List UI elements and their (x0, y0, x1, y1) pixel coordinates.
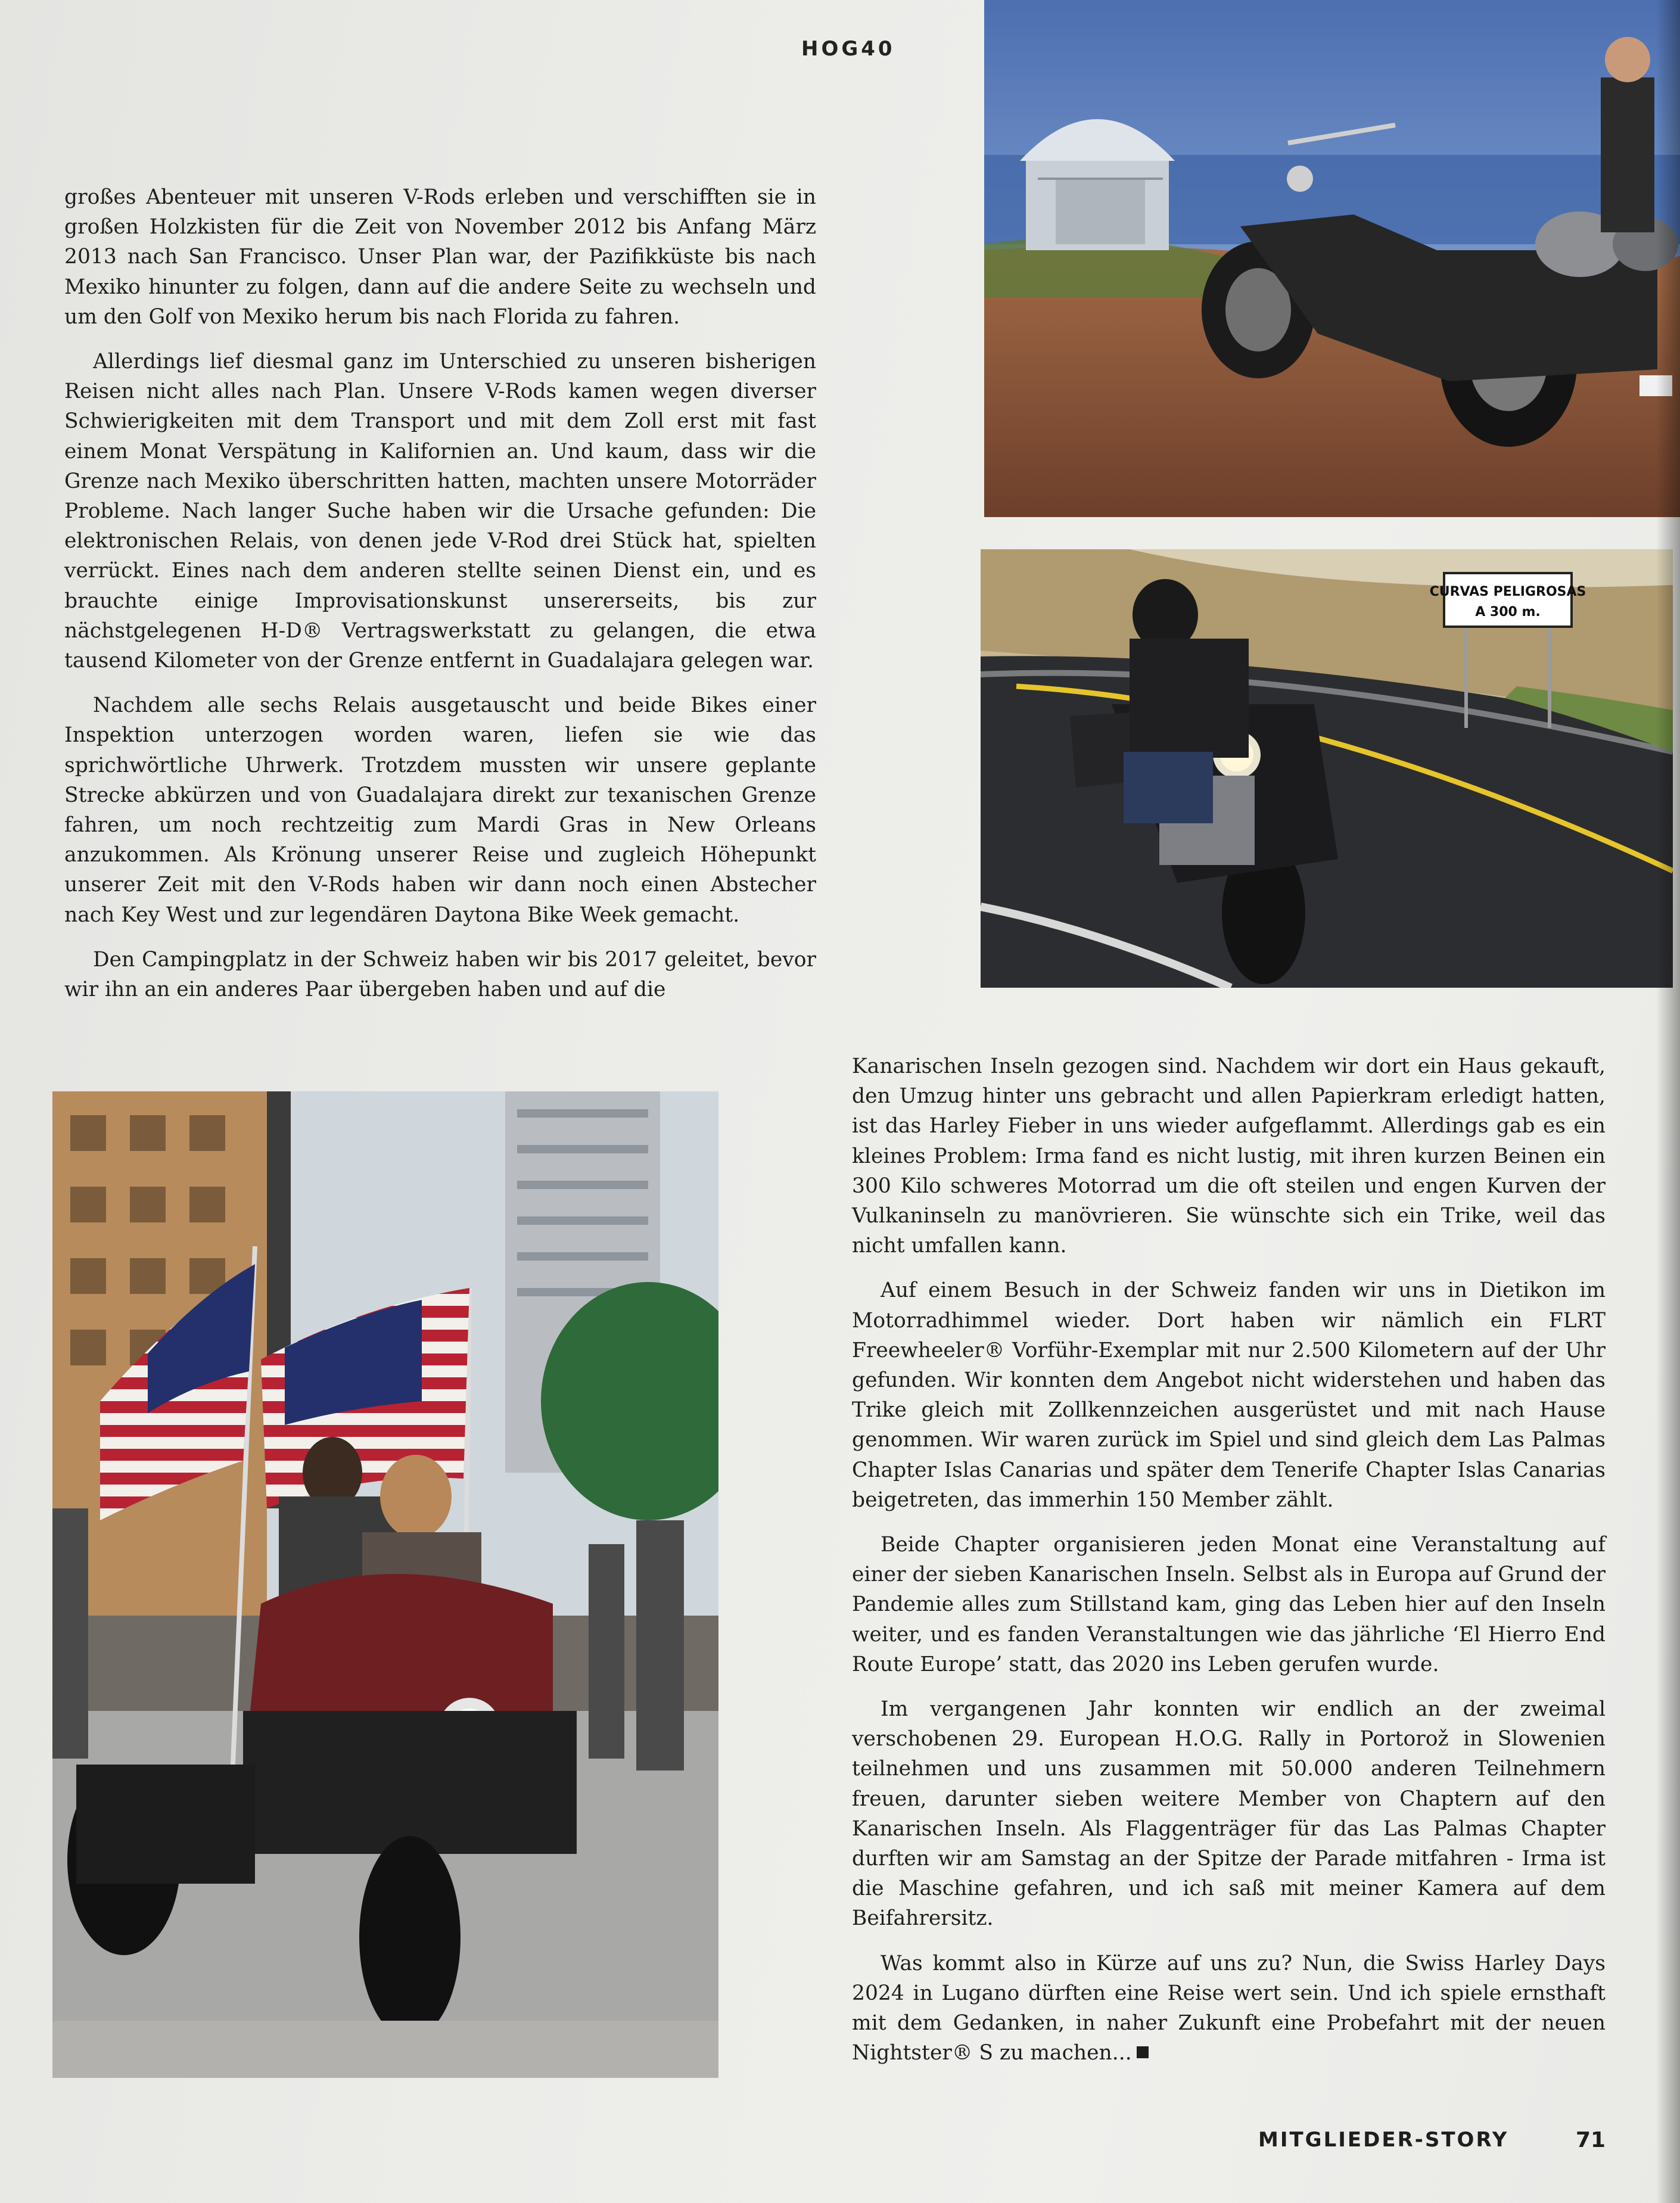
paragraph: Kanarischen Inseln gezogen sind. Nachdem wir dort ein Haus gekauft, den Umzug hinter uns gebracht und allen Papierkram erledigt hatten, ist das Harley Fieber in uns wieder aufgeflammt. Allerdings gab es ein kleines Problem: Irma fand es nicht lustig, mit ihren kurzen Beinen ein 300 Kilo schweres Motorrad um die oft steilen und engen Kurven der Vulkaninseln zu manövrieren. Sie wünschte sich ein Trike, weil das nicht umfallen kann. (852, 1054, 1606, 1258)
paragraph: Auf einem Besuch in der Schweiz fanden wir uns in Dietikon im Motorradhimmel wieder. Dort haben wir nämlich ein FLRT Freewheeler® Vorführ-Exemplar mit nur 2.500 Kilometern auf der Uhr gefunden. Wir konnten dem Angebot nicht widerstehen und haben das Trike gleich mit Zollkennzeichen ausgerüstet und mit nach Hause genommen. Wir waren zurück im Spiel und sind gleich dem Las Palmas Chapter Islas Canarias und später dem Tenerife Chapter Islas Canarias beigetreten, das immerhin 150 Member zählt. (852, 1278, 1606, 1512)
section-tag: HOG40 (801, 37, 895, 61)
photo-trike-observatory-image (984, 0, 1680, 517)
text-column-left (64, 182, 816, 1019)
paragraph: Nachdem alle sechs Relais ausgetauscht und beide Bikes einer Inspektion unterzogen worden waren, liefen sie wie das sprichwörtliche Uhrwerk. Trotzdem mussten wir unsere geplante Strecke abkürzen und von Guadalajara direkt zur texanischen Grenze fahren, um noch rechtzeitig zum Mardi Gras in New Orleans anzukommen. Als Krönung unserer Reise und zugleich Höhepunkt unserer Zeit mit den V-Rods haben wir dann noch einen Abstecher nach Key West und zur legendären Daytona Bike Week gemacht. (64, 693, 816, 927)
page-number: 71 (1576, 2128, 1606, 2152)
paragraph-final (852, 1949, 1606, 2068)
paragraph: Den Campingplatz in der Schweiz haben wir bis 2017 geleitet, bevor wir ihn an ein anderes Paar übergeben haben und auf die (64, 947, 816, 1002)
photo-parade-trike-image (52, 1091, 718, 2078)
paragraph: Im vergangenen Jahr konnten wir endlich an der zweimal verschobenen 29. European H.O.G. Rally in Portorož in Slowenien teilnehmen und uns zusammen mit 50.000 anderen Teilnehmern freuen, darunter sieben weitere Member von Chaptern auf den Kanarischen Inseln. Als Flaggenträger für das Las Palmas Chapter durften wir am Samstag an der Spitze der Parade mitfahren - Irma ist die Maschine gefahren, und ich saß mit meiner Kamera auf dem Beifahrersitz. (852, 1697, 1606, 1931)
road-sign-line2: A 300 m. (1475, 605, 1541, 620)
end-mark-icon (1137, 2046, 1149, 2058)
page-edge-shadow (1656, 0, 1680, 2203)
paragraph: Beide Chapter organisieren jeden Monat eine Veranstaltung auf einer der sieben Kanarischen Inseln. Selbst als in Europa auf Grund der Pandemie alles zum Stillstand kam, ging das Leben hier auf den Inseln weiter, und es fanden Veranstaltungen wie das jährliche ‘El Hierro End Route Europe’ statt, das 2020 ins Leben gerufen wurde. (852, 1533, 1606, 1676)
photo-rider-road-image (981, 549, 1673, 988)
photo-trike-observatory (984, 0, 1680, 517)
paragraph-final-text: Was kommt also in Kürze auf uns zu? Nun, die Swiss Harley Days 2024 in Lugano dürften eine Reise wert sein. Und ich spiele ernsthaft mit dem Gedanken, in naher Zukunft eine Probefahrt mit der neuen Nightster® S zu machen... (852, 1951, 1606, 2065)
footer-section: MITGLIEDER-STORY (1258, 2128, 1509, 2152)
text-column-right (852, 1051, 1606, 2083)
road-sign-line1: CURVAS PELIGROSAS (1429, 584, 1586, 599)
paragraph: großes Abenteuer mit unseren V-Rods erleben und verschifften sie in großen Holzkisten für die Zeit von November 2012 bis Anfang März 2013 nach San Francisco. Unser Plan war, der Pazifikküste bis nach Mexiko hinunter zu folgen, dann auf die andere Seite zu wechseln und um den Golf von Mexiko herum bis nach Florida zu fahren. (64, 185, 816, 329)
photo-parade-trike (52, 1091, 718, 2078)
photo-rider-road (981, 549, 1673, 988)
paragraph: Allerdings lief diesmal ganz im Unterschied zu unseren bisherigen Reisen nicht alles nach Plan. Unsere V-Rods kamen wegen diverser Schwierigkeiten mit dem Transport und mit dem Zoll erst mit fast einem Monat Verspätung in Kalifornien an. Und kaum, dass wir die Grenze nach Mexiko überschritten hatten, machten unsere Motorräder Probleme. Nach langer Suche haben wir die Ursache gefunden: Die elektronischen Relais, von denen jede V-Rod drei Stück hat, spielten verrückt. Eines nach dem anderen stellte seinen Dienst ein, und es brauchte einige Improvisationskunst unsererseits, bis zur nächstgelegenen H-D® Vertragswerkstatt zu gelangen, die etwa tausend Kilometer von der Grenze entfernt in Guadalajara gelegen war. (64, 350, 816, 673)
